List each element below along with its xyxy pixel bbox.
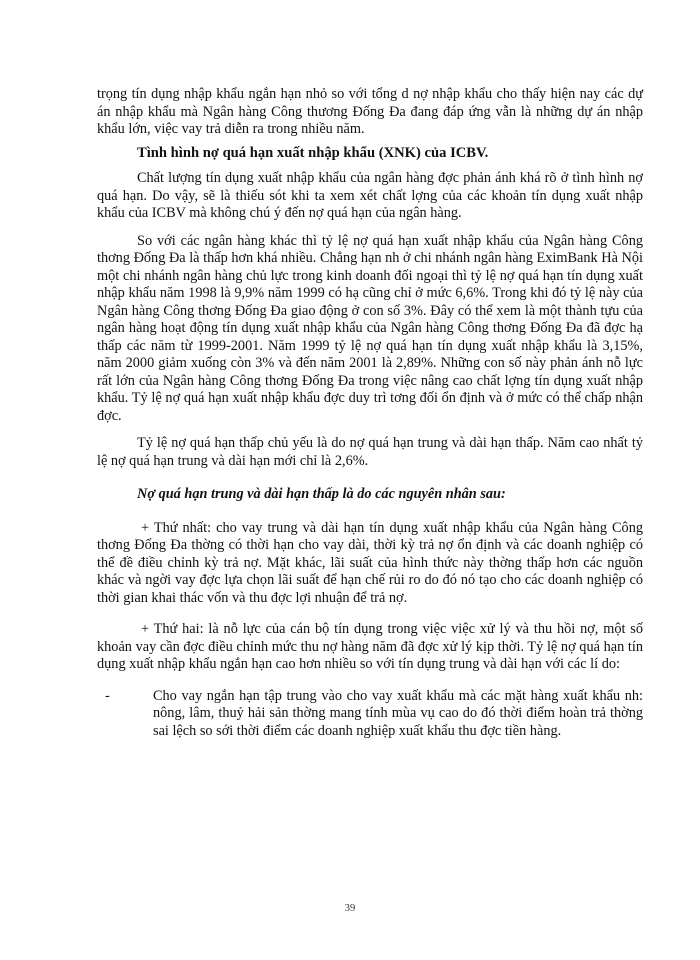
paragraph-quality: Chất lượng tín dụng xuất nhập khẩu của ngân hàng đợc phản ánh khá rõ ở tình hình nợ quá hạn. Do vậy, sẽ là thiếu sót khi ta xem xét chất lợng của các khoản tín dụng xuất nhập khẩu của ICBV mà không chú ý đến nợ quá hạn của ngân hàng. — [97, 170, 643, 221]
section-heading: Tình hình nợ quá hạn xuất nhập khẩu (XNK) của ICBV. — [137, 144, 489, 161]
bullet-mark: - — [105, 687, 110, 704]
paragraph-comparison: So với các ngân hàng khác thì tỷ lệ nợ quá hạn xuất nhập khẩu của Ngân hàng Công thơng Đống Đa là thấp hơn khá nhiều. Chẳng hạn nh ở chi nhánh ngân hàng EximBank Hà Nội một chi nhánh ngân hàng chủ lực trong kinh doanh đối ngoại thì tỷ lệ nợ quá hạn tín dụng xuất nhập khẩu năm 1998 là 9,9% năm 1999 có hạ cũng chỉ ở mức 6,6%. Trong khi đó tỷ lệ này của Ngân hàng Công thơng Đống Đa giao động ở con số 3%. Đây có thể xem là một thành tựu của ngân hàng hoạt động tín dụng xuất nhập khẩu của Ngân hàng Công thơng Đống Đa đã đợc hạ thấp các năm từ 1999-2001. Năm 1999 tỷ lệ nợ quá hạn tín dụng xuất nhập khẩu là 3,15%, năm 2000 giảm xuống còn 3% và đến năm 2001 là 2,89%. Những con số này phản ánh nỗ lực rất lớn của Ngân hàng Công thơng Đống Đa trong việc nâng cao chất lợng tín dụng xuất nhập khẩu. Tỷ lệ nợ quá hạn xuất nhập khẩu đợc duy trì tơng đối ổn định và ở mức có thể chấp nhận đợc. — [97, 232, 643, 424]
paragraph-reason-first: + Thứ nhất: cho vay trung và dài hạn tín dụng xuất nhập khẩu của Ngân hàng Công thơng Đống Đa thờng có thời hạn cho vay dài, thời kỳ trả nợ ổn định và các doanh nghiệp có thể đề điều chỉnh kỳ trả nợ. Mặt khác, lãi suất của hình thức này thờng thấp hơn các nguồn khác và ngời vay đợc lựa chọn lãi suất để hạn chế rủi ro do đó nó tạo cho các doanh nghiệp có thời gian khai thác vốn và thu đợc lợi nhuận để trả nợ. — [97, 519, 643, 606]
paragraph-intro: trọng tín dụng nhập khẩu ngắn hạn nhỏ so với tổng d nợ nhập khẩu cho thấy hiện nay các dự án nhập khẩu mà Ngân hàng Công thương Đống Đa đang đáp ứng vẫn là những dự án nhập khẩu lớn, việc vay trả diễn ra trong nhiều năm. — [97, 86, 643, 137]
paragraph-low-overdue: Tỷ lệ nợ quá hạn thấp chủ yếu là do nợ quá hạn trung và dài hạn thấp. Năm cao nhất tỷ lệ nợ quá hạn trung và dài hạn mới chỉ là 2,6%. — [97, 435, 643, 469]
page-body — [97, 86, 643, 740]
page-number: 39 — [344, 903, 356, 914]
paragraph-reason-second: + Thứ hai: là nỗ lực của cán bộ tín dụng trong việc việc xử lý và thu hồi nợ, một số khoản vay cần đợc điều chỉnh mức thu nợ hàng năm đã đợc xử lý kịp thời. Tỷ lệ nợ quá hạn tín dụng xuất nhập khẩu ngắn hạn cao hơn nhiều so với tín dụng trung và dài hạn với các lí do: — [97, 621, 643, 672]
bullet-item — [97, 688, 643, 741]
bullet-text: Cho vay ngắn hạn tập trung vào cho vay xuất khẩu mà các mặt hàng xuất khẩu nh: nông, lâm, thuỷ hải sản thờng mang tính mùa vụ cao do đó thời điểm hoàn trả thờng sai lệch so sới thời điểm các doanh nghiệp xuất khẩu thu đợc tiền hàng. — [153, 687, 643, 739]
subheading-reasons: Nợ quá hạn trung và dài hạn thấp là do các nguyên nhân sau: — [137, 486, 506, 502]
